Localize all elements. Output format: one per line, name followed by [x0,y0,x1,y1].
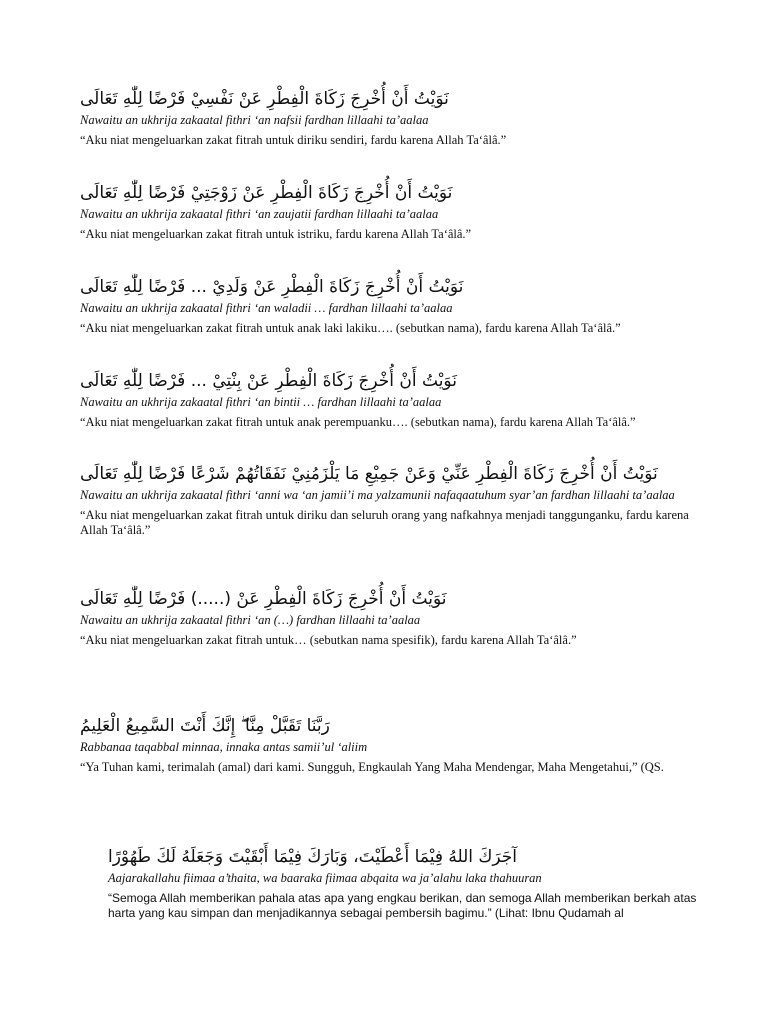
niat-daughter [80,370,720,430]
niat-specific [80,588,720,648]
niat-wife [80,182,700,242]
niat-self [80,88,700,148]
translation: “Aku niat mengeluarkan zakat fitrah untuk diriku sendiri, fardu karena Allah Ta‘âlâ.” [80,133,507,147]
arabic-text: نَوَيْتُ أَنْ أُخْرِجَ زَكَاةَ الْفِطْرِ عَنْ زَوْجَتِيْ فَرْضًا لِلّٰهِ تَعَالَى [80,183,453,203]
translation: “Aku niat mengeluarkan zakat fitrah untuk anak laki lakiku…. (sebutkan nama), fardu karena Allah Ta‘âlâ.” [80,321,621,335]
arabic-text: نَوَيْتُ أَنْ أُخْرِجَ زَكَاةَ الْفِطْرِ عَنْ بِنْتِيْ ... فَرْضًا لِلّٰهِ تَعَالَى [80,371,457,391]
translation: “Aku niat mengeluarkan zakat fitrah untuk istriku, fardu karena Allah Ta‘âlâ.” [80,227,472,241]
transliteration: Rabbanaa taqabbal minnaa, innaka antas samii’ul ‘aliim [80,740,368,754]
transliteration: Nawaitu an ukhrija zakaatal fithri ‘an waladii … fardhan lillaahi ta’aalaa [80,301,453,315]
transliteration: Aajarakallahu fiimaa a’thaita, wa baaraka fiimaa abqaita wa ja’alahu laka thahuuran [108,871,542,885]
arabic-text: نَوَيْتُ أَنْ أُخْرِجَ زَكَاةَ الْفِطْرِ عَنْ وَلَدِيْ ... فَرْضًا لِلّٰهِ تَعَالَى [80,277,464,297]
translation: “Semoga Allah memberikan pahala atas apa yang engkau berikan, dan semoga Allah memberikan berkah atas harta yang kau simpan dan menjadikannya sebagai pembersih bagimu.” (Lihat: Ibnu Qudamah al [108,891,697,920]
doa-aajarakallah [108,846,708,921]
translation: “Ya Tuhan kami, terimalah (amal) dari kami. Sungguh, Engkaulah Yang Maha Mendengar, Maha Mengetahui,” (QS. [80,760,664,774]
arabic-text: نَوَيْتُ أَنْ أُخْرِجَ زَكَاةَ الْفِطْرِ عَنِّيْ وَعَنْ جَمِيْعِ مَا يَلْزَمُنِيْ نَفَقَاتُهُمْ شَرْعًا فَرْضًا لِلّٰهِ تَعَالَى [80,464,658,484]
transliteration: Nawaitu an ukhrija zakaatal fithri ‘an zaujatii fardhan lillaahi ta’aalaa [80,207,439,221]
doa-taqabbal [80,715,740,775]
transliteration: Nawaitu an ukhrija zakaatal fithri ‘an nafsii fardhan lillaahi ta’aalaa [80,113,429,127]
arabic-text: رَبَّنَا تَقَبَّلْ مِنَّا ۖ إِنَّكَ أَنْتَ السَّمِيعُ الْعَلِيمُ [80,716,330,736]
niat-family [80,463,710,538]
transliteration: Nawaitu an ukhrija zakaatal fithri ‘an bintii … fardhan lillaahi ta’aalaa [80,395,442,409]
arabic-text: نَوَيْتُ أَنْ أُخْرِجَ زَكَاةَ الْفِطْرِ عَنْ نَفْسِيْ فَرْضًا لِلّٰهِ تَعَالَى [80,89,449,109]
arabic-text: نَوَيْتُ أَنْ أُخْرِجَ زَكَاةَ الْفِطْرِ عَنْ (.....) فَرْضًا لِلّٰهِ تَعَالَى [80,589,447,609]
translation: “Aku niat mengeluarkan zakat fitrah untuk diriku dan seluruh orang yang nafkahnya menjadi tanggunganku, fardu karena Allah Ta‘âlâ.” [80,508,689,537]
translation: “Aku niat mengeluarkan zakat fitrah untuk anak perempuanku…. (sebutkan nama), fardu karena Allah Ta‘âlâ.” [80,415,636,429]
arabic-text: آجَرَكَ اللهُ فِيْمَا أَعْطَيْتَ، وَبَارَكَ فِيْمَا أَبْقَيْتَ وَجَعَلَهُ لَكَ طَهُوْرًا [108,847,518,867]
transliteration: Nawaitu an ukhrija zakaatal fithri ‘anni wa ‘an jamii’i ma yalzamunii nafaqaatuhum syar’an fardhan lillaahi ta’aalaa [80,488,675,502]
niat-son [80,276,720,336]
translation: “Aku niat mengeluarkan zakat fitrah untuk… (sebutkan nama spesifik), fardu karena Allah Ta‘âlâ.” [80,633,577,647]
transliteration: Nawaitu an ukhrija zakaatal fithri ‘an (…) fardhan lillaahi ta’aalaa [80,613,421,627]
